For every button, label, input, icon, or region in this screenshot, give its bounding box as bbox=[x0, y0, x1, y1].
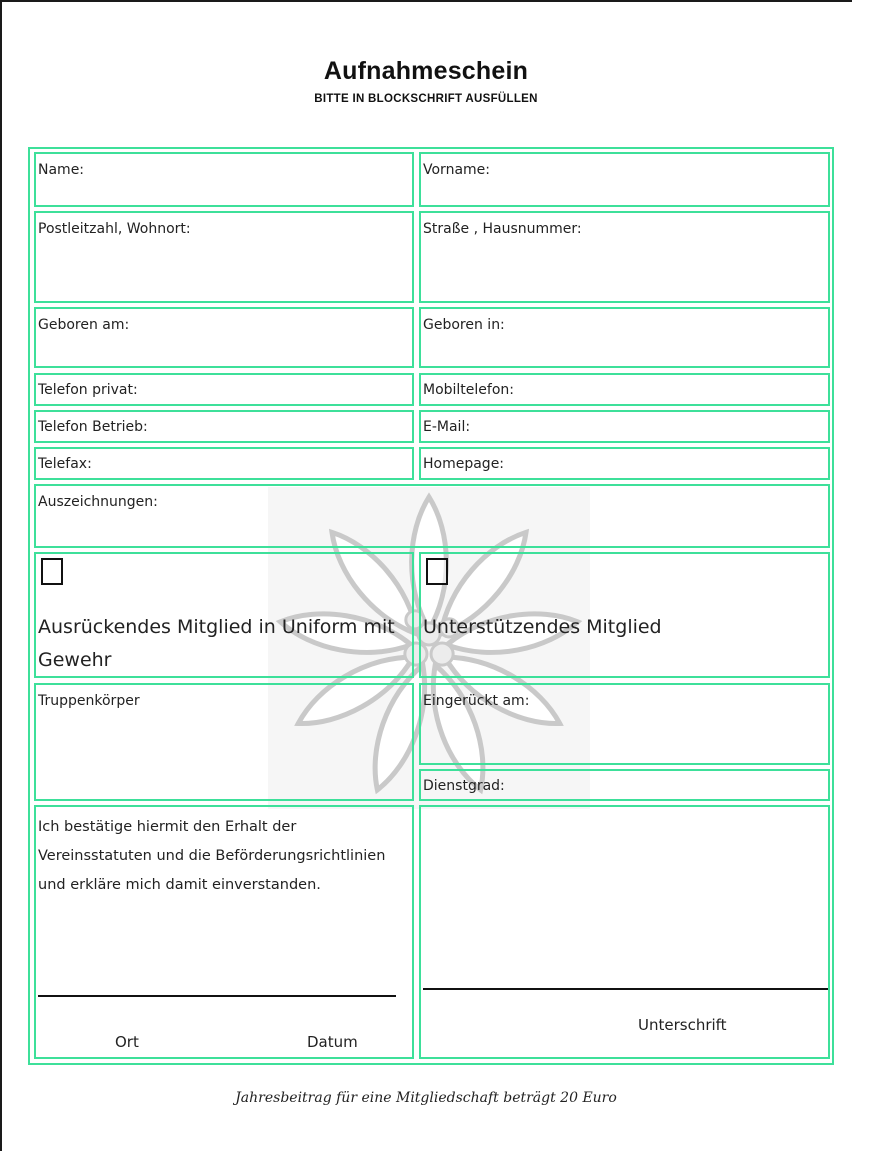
homepage-label: Homepage: bbox=[423, 456, 505, 472]
strasse-field[interactable] bbox=[419, 211, 830, 303]
plz-wohnort-label: Postleitzahl, Wohnort: bbox=[38, 221, 191, 237]
auszeichnungen-label: Auszeichnungen: bbox=[38, 494, 158, 510]
vorname-label: Vorname: bbox=[423, 162, 490, 178]
membership-uniform-label: Ausrückendes Mitglied in Uniform mit Gewehr bbox=[38, 616, 395, 671]
email-field[interactable] bbox=[419, 410, 830, 443]
signature-cell[interactable] bbox=[419, 805, 830, 1059]
dienstgrad-label: Dienstgrad: bbox=[423, 778, 505, 794]
ort-label: Ort bbox=[115, 1033, 139, 1051]
telefon-privat-field[interactable] bbox=[34, 373, 414, 406]
membership-supporting-checkbox[interactable] bbox=[426, 558, 448, 585]
vorname-field[interactable] bbox=[419, 152, 830, 207]
truppenkoerper-field[interactable] bbox=[34, 683, 414, 801]
confirmation-text: Ich bestätige hiermit den Erhalt der Vereinsstatuten und die Beförderungsrichtlinien und erkläre mich damit einverstanden. bbox=[38, 819, 386, 893]
eingerueckt-am-label: Eingerückt am: bbox=[423, 693, 530, 709]
geboren-am-label: Geboren am: bbox=[38, 317, 130, 333]
plz-wohnort-field[interactable] bbox=[34, 211, 414, 303]
telefax-label: Telefax: bbox=[38, 456, 92, 472]
membership-uniform-cell bbox=[34, 552, 414, 678]
signature-line bbox=[423, 988, 828, 990]
homepage-field[interactable] bbox=[419, 447, 830, 480]
geboren-am-field[interactable] bbox=[34, 307, 414, 368]
membership-supporting-label: Unterstützendes Mitglied bbox=[423, 616, 662, 638]
telefon-betrieb-label: Telefon Betrieb: bbox=[38, 419, 148, 435]
membership-supporting-cell bbox=[419, 552, 830, 678]
eingerueckt-am-field[interactable] bbox=[419, 683, 830, 765]
unterschrift-label: Unterschrift bbox=[638, 1016, 727, 1034]
form-subtitle: BITTE IN BLOCKSCHRIFT AUSFÜLLEN bbox=[314, 93, 538, 105]
datum-label: Datum bbox=[307, 1033, 358, 1051]
telefon-betrieb-field[interactable] bbox=[34, 410, 414, 443]
geboren-in-field[interactable] bbox=[419, 307, 830, 368]
page-frame-left bbox=[0, 0, 2, 1151]
membership-uniform-checkbox[interactable] bbox=[41, 558, 63, 585]
name-field[interactable] bbox=[34, 152, 414, 207]
telefax-field[interactable] bbox=[34, 447, 414, 480]
ort-datum-line[interactable] bbox=[38, 995, 396, 997]
geboren-in-label: Geboren in: bbox=[423, 317, 505, 333]
confirmation-cell bbox=[34, 805, 414, 1059]
email-label: E-Mail: bbox=[423, 419, 471, 435]
strasse-label: Straße , Hausnummer: bbox=[423, 221, 582, 237]
mobiltelefon-label: Mobiltelefon: bbox=[423, 382, 514, 398]
page-frame-top bbox=[0, 0, 852, 2]
telefon-privat-label: Telefon privat: bbox=[38, 382, 138, 398]
membership-fee-note: Jahresbeitrag für eine Mitgliedschaft beträgt 20 Euro bbox=[235, 1090, 617, 1106]
mobiltelefon-field[interactable] bbox=[419, 373, 830, 406]
truppenkoerper-label: Truppenkörper bbox=[38, 693, 140, 709]
form-title: Aufnahmeschein bbox=[323, 57, 529, 85]
auszeichnungen-field[interactable] bbox=[34, 484, 830, 548]
name-label: Name: bbox=[38, 162, 85, 178]
dienstgrad-field[interactable] bbox=[419, 769, 830, 801]
